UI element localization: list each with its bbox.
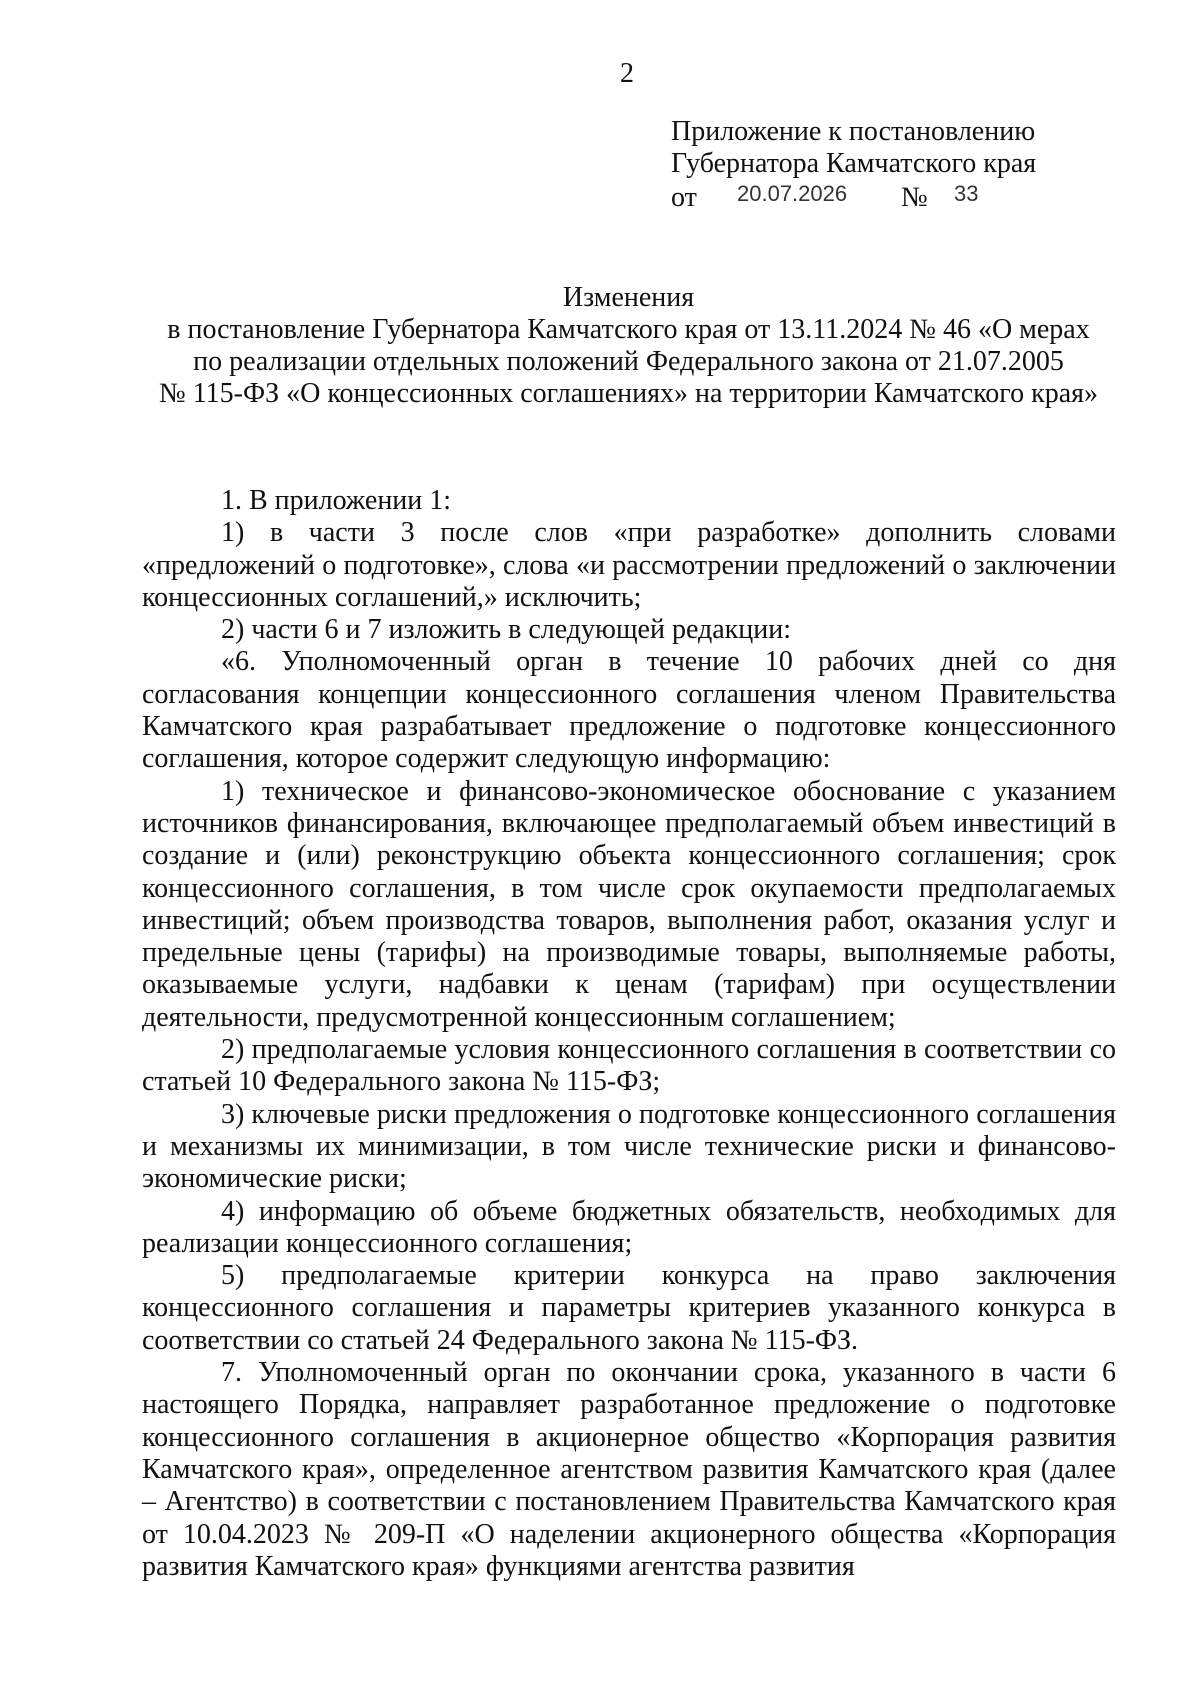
appendix-header: [671, 116, 1036, 214]
paragraph: 1. В приложении 1:: [221, 485, 452, 516]
paragraph: 5) предполагаемые критерии конкурса на право заключения концессионного соглашения и параметры критериев указанного конкурса в соответствии со статьей 24 Федерального закона № 115-ФЗ.: [142, 1260, 1116, 1356]
document-body: [142, 485, 1116, 1583]
paragraph: 1) техническое и финансово-экономическое обоснование с указанием источников финансирования, включающее предполагаемый объем инвестиций в создание и (или) реконструкцию объекта концессионного соглашения; срок концессионного соглашения, в том числе срок окупаемости предполагаемых инвестиций; объем производства товаров, выполнения работ, оказания услуг и предельные цены (тарифы) на производимые товары, выполняемые работы, оказываемые услуги, надбавки к ценам (тарифам) при осуществлении деятельности, предусмотренной концессионным соглашением;: [142, 775, 1116, 1033]
title-line-3: № 115-ФЗ «О концессионных соглашениях» на территории Камчатского края»: [158, 378, 1098, 409]
appendix-line-2: Губернатора Камчатского края: [671, 148, 1037, 179]
title-heading: Изменения: [562, 282, 695, 313]
paragraph: 2) части 6 и 7 изложить в следующей редакции:: [221, 614, 792, 646]
paragraph: 3) ключевые риски предложения о подготовке концессионного соглашения и механизмы их минимизации, в том числе технические риски и финансово-экономические риски;: [142, 1098, 1116, 1195]
title-line-1: в постановление Губернатора Камчатского края от 13.11.2024 № 46 «О мерах: [167, 314, 1090, 345]
appendix-date: 20.07.2026: [737, 181, 848, 206]
page-number: 2: [620, 58, 634, 89]
title-line-2: по реализации отдельных положений Федерального закона от 21.07.2005: [193, 346, 1064, 377]
paragraph: 2) предполагаемые условия концессионного соглашения в соответствии со статьей 10 Федерального закона № 115-ФЗ;: [142, 1034, 1116, 1098]
document-title: [140, 282, 1117, 410]
appendix-date-line: [671, 180, 1036, 214]
appendix-number: 33: [954, 181, 979, 206]
paragraph: «6. Уполномоченный орган в течение 10 рабочих дней со дня согласования концепции концессионного соглашения членом Правительства Камчатского края разрабатывает предложение о подготовке концессионного соглашения, которое содержит следующую информацию:: [142, 646, 1116, 775]
appendix-line-1: Приложение к постановлению: [671, 116, 1036, 147]
paragraph: 4) информацию об объеме бюджетных обязательств, необходимых для реализации концессионного соглашения;: [142, 1195, 1116, 1259]
appendix-ot-label: от: [671, 182, 697, 213]
paragraph: 7. Уполномоченный орган по окончании срока, указанного в части 6 настоящего Порядка, направляет разработанное предложение о подготовке концессионного соглашения в акционерное общество «Корпорация развития Камчатского края», определенное агентством развития Камчатского края (далее – Агентство) в соответствии с постановлением Правительства Камчатского края от 10.04.2023 № 209-П «О наделении акционерного общества «Корпорация развития Камчатского края» функциями агентства развития: [142, 1357, 1116, 1582]
appendix-number-sign: №: [901, 182, 928, 213]
paragraph: 1) в части 3 после слов «при разработке» дополнить словами «предложений о подготовке», слова «и рассмотрении предложений о заключении концессионных соглашений,» исключить;: [142, 517, 1116, 613]
